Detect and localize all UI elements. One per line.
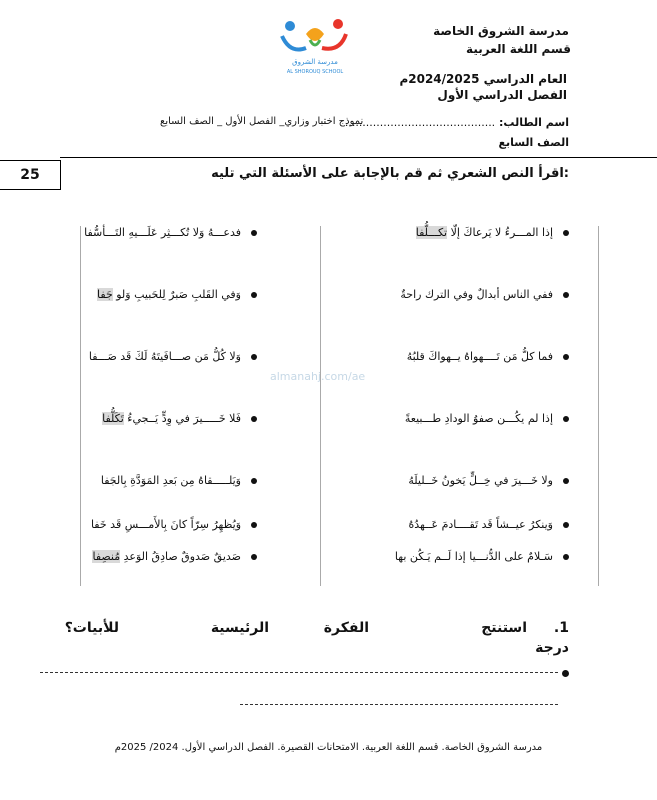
verse-left: وَيَلـــــقاهُ مِن بَعدِ المَوَدَّةِ بِالجَفا xyxy=(101,474,257,487)
answer-line[interactable] xyxy=(240,704,558,705)
school-name: مدرسة الشروق الخاصة xyxy=(433,24,569,38)
academic-year: العام الدراسي 2024/2025م xyxy=(399,72,567,86)
bullet-icon xyxy=(251,554,257,560)
bullet-icon xyxy=(563,416,569,422)
bullet-icon xyxy=(563,354,569,360)
question-word: الفكرة xyxy=(323,620,369,636)
logo-subtext: AL SHOROUQ SCHOOL xyxy=(286,69,344,75)
verse-right: إذا لم يكُـــن صفوُ الودادِ طـــبيعةً xyxy=(405,412,569,425)
verse-left: وَيُظهِرُ سِرّاً كانَ بِالأَمـــسِ قَد خَفا xyxy=(91,518,257,531)
divider-line xyxy=(60,157,657,158)
grade-label: الصف السابع xyxy=(498,136,569,149)
verse-right: ففي الناس أبدالٌ وفي الترك راحةٌ xyxy=(400,288,569,301)
column-divider xyxy=(598,226,599,586)
question-word: الرئيسية xyxy=(210,620,269,636)
verse-right: سَـلامٌ على الدُّنـــيا إذا لَــم يَـكُن بها xyxy=(395,550,569,563)
logo-text: مدرسة الشروق xyxy=(292,58,338,66)
question-degree: درجة xyxy=(535,640,569,656)
term-label: الفصل الدراسي الأول xyxy=(437,88,567,102)
exam-model-title: نموذج اختبار وزاري_ الفصل الأول _ الصف السابع xyxy=(160,116,364,127)
question-word: للأبيات؟ xyxy=(64,620,119,636)
verse-left: وَفي القَلبِ صَبرٌ لِلحَبيبِ وَلو جَفا xyxy=(97,288,257,301)
answer-line[interactable] xyxy=(40,672,558,673)
bullet-icon xyxy=(563,478,569,484)
bullet-icon xyxy=(251,354,257,360)
bullet-icon xyxy=(563,230,569,236)
bullet-icon xyxy=(563,522,569,528)
verse-left: فَلا خَـــــيرَ في وِدٍّ يَــجيءُ تَكَلُّفا xyxy=(102,412,257,425)
bullet-icon xyxy=(563,292,569,298)
bullet-icon xyxy=(251,230,257,236)
bullet-icon xyxy=(251,292,257,298)
instruction: :اقرأ النص الشعري ثم قم بالإجابة على الأسئلة التي تليه xyxy=(211,166,569,181)
bullet-icon xyxy=(251,522,257,528)
bullet-icon xyxy=(251,478,257,484)
verse-left: فدعـــهُ وَلا تُكـــثِر عَلَـــيهِ التَـــأسُّفا xyxy=(84,226,257,239)
column-divider xyxy=(80,226,81,586)
verse-right: ولا خَـــيرَ في خِــلٍّ يَخونُ خَــليلَهُ xyxy=(408,474,569,487)
watermark: almanahj.com/ae xyxy=(270,370,366,383)
verse-right: فما كلُّ مَن تَــــهواهُ يــهواكَ قلبُهُ xyxy=(407,350,569,363)
bullet-icon xyxy=(562,670,569,677)
school-logo xyxy=(276,14,354,76)
student-name-row xyxy=(345,116,569,129)
student-name-field[interactable]: ........................................... xyxy=(344,116,496,129)
verse-left: وَلا كُلُّ مَن صـــافَيتَهُ لَكَ قَد صَـــفا xyxy=(89,350,257,363)
page-footer: مدرسة الشروق الخاصة. قسم اللغة العربية. الامتحانات القصيرة. الفصل الدراسي الأول. 2024/ 2025م xyxy=(114,742,543,753)
student-name-label: اسم الطالب: xyxy=(499,116,569,129)
verse-left: صَديقٌ صَدوقٌ صادِقُ الوَعدِ مُنصِفا xyxy=(92,550,257,563)
bullet-icon xyxy=(251,416,257,422)
verse-right: وَينكرُ عيــشاً قَد تَقــــادمَ عَــهدُهُ xyxy=(408,518,569,531)
verse-right: إذا المـــرءُ لا يَرعاكَ إلّا تكـــلُّفا xyxy=(416,226,569,239)
bullet-icon xyxy=(563,554,569,560)
department-name: قسم اللغة العربية xyxy=(466,42,571,56)
score-box: 25 xyxy=(0,160,61,190)
question-word: استنتج xyxy=(481,620,527,636)
column-divider xyxy=(320,226,321,586)
question-number: 1. xyxy=(553,620,569,636)
